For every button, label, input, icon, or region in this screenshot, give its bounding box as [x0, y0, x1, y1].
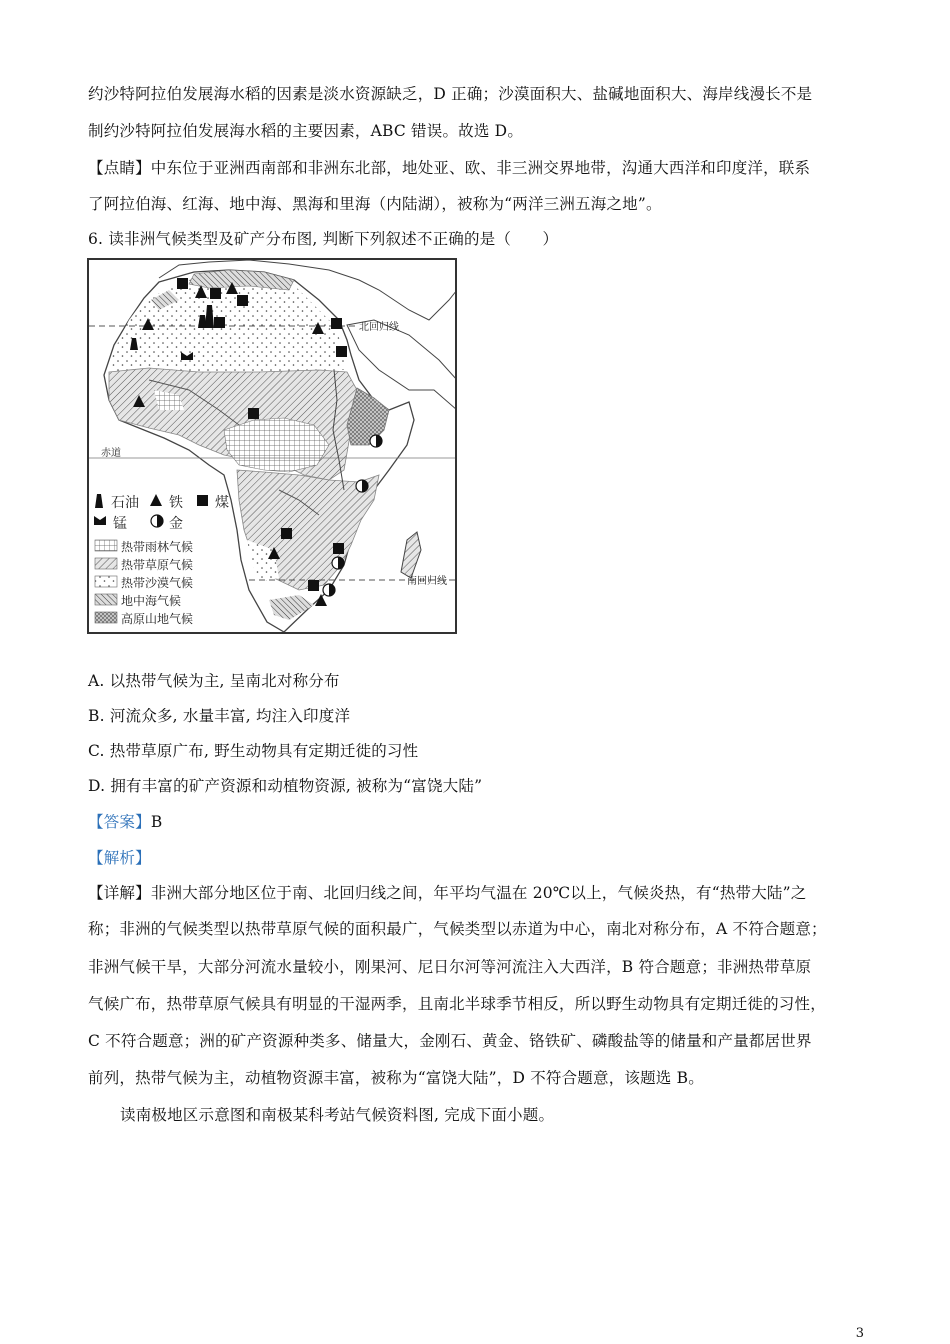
detail-line-1: 【详解】非洲大部分地区位于南、北回归线之间，年平均气温在 20℃以上，气候炎热，有“热带大陆”之	[88, 884, 807, 902]
question-6: 6. 读非洲气候类型及矿产分布图, 判断下列叙述不正确的是（ ）	[88, 230, 559, 248]
legend-highland: 高原山地气候	[121, 612, 194, 626]
rainforest-zone	[224, 418, 329, 472]
legend-manganese: 锰	[113, 516, 127, 532]
legend-coal: 煤	[215, 495, 229, 511]
legend-desert: 热带沙漠气候	[121, 576, 194, 590]
south-tropic-label: 南回归线	[407, 576, 447, 587]
tip-line-2: 了阿拉伯海、红海、地中海、黑海和里海（内陆湖），被称为“两洋三洲五海之地”。	[88, 195, 662, 213]
north-tropic-label: 北回归线	[359, 322, 399, 333]
legend-mediterranean: 地中海气候	[121, 594, 182, 608]
option-b: B. 河流众多, 水量丰富, 均注入印度洋	[88, 707, 351, 725]
detail-line-4: 气候广布，热带草原气候具有明显的干湿两季，且南北半球季节相反，所以野生动物具有定期迁徙的习性，	[88, 995, 826, 1013]
legend-rainforest: 热带雨林气候	[121, 540, 194, 554]
legend-oil: 石油	[111, 495, 139, 511]
answer-value: B	[150, 813, 163, 831]
coal-symbol	[177, 278, 188, 289]
option-c: C. 热带草原广布, 野生动物具有定期迁徙的习性	[88, 742, 419, 760]
page-number: 3	[855, 1326, 864, 1341]
equator-label: 赤道	[101, 448, 121, 459]
detail-line-5: C 不符合题意；洲的矿产资源种类多、储量大，金刚石、黄金、铬铁矿、磷酸盐等的储量和产量都居世界	[88, 1032, 812, 1050]
tip-line-1: 【点睛】中东位于亚洲西南部和非洲东北部，地处亚、欧、非三洲交界地带，沟通大西洋和印度洋，联系	[88, 159, 811, 177]
detail-line-3: 非洲气候干旱，大部分河流水量较小，刚果河、尼日尔河等河流注入大西洋，B 符合题意；非洲热带草原	[88, 958, 812, 976]
option-a: A. 以热带气候为主, 呈南北对称分布	[88, 672, 340, 690]
analysis-label: 【解析】	[88, 849, 151, 867]
text-line-2: 制约沙特阿拉伯发展海水稻的主要因素，ABC 错误。故选 D。	[88, 122, 524, 140]
detail-line-6: 前列，热带气候为主，动植物资源丰富，被称为“富饶大陆”，D 不符合题意，该题选 B。	[88, 1069, 704, 1087]
legend-iron: 铁	[169, 495, 183, 511]
gold-symbol	[370, 435, 382, 447]
answer-line	[88, 810, 162, 832]
africa-climate-mineral-map	[87, 258, 457, 634]
text-line-1: 约沙特阿拉伯发展海水稻的因素是淡水资源缺乏，D 正确；沙漠面积大、盐碱地面积大、海岸线漫长不是	[88, 85, 813, 103]
legend-savanna: 热带草原气候	[121, 558, 194, 572]
detail-line-2: 称；非洲的气候类型以热带草原气候的面积最广，气候类型以赤道为中心，南北对称分布，A 不符合题意；	[88, 920, 827, 938]
next-questions-intro: 读南极地区示意图和南极某科考站气候资料图, 完成下面小题。	[120, 1106, 555, 1124]
option-d: D. 拥有丰富的矿产资源和动植物资源, 被称为“富饶大陆”	[88, 777, 483, 795]
answer-label: 【答案】	[88, 813, 151, 831]
legend-gold: 金	[169, 516, 183, 532]
